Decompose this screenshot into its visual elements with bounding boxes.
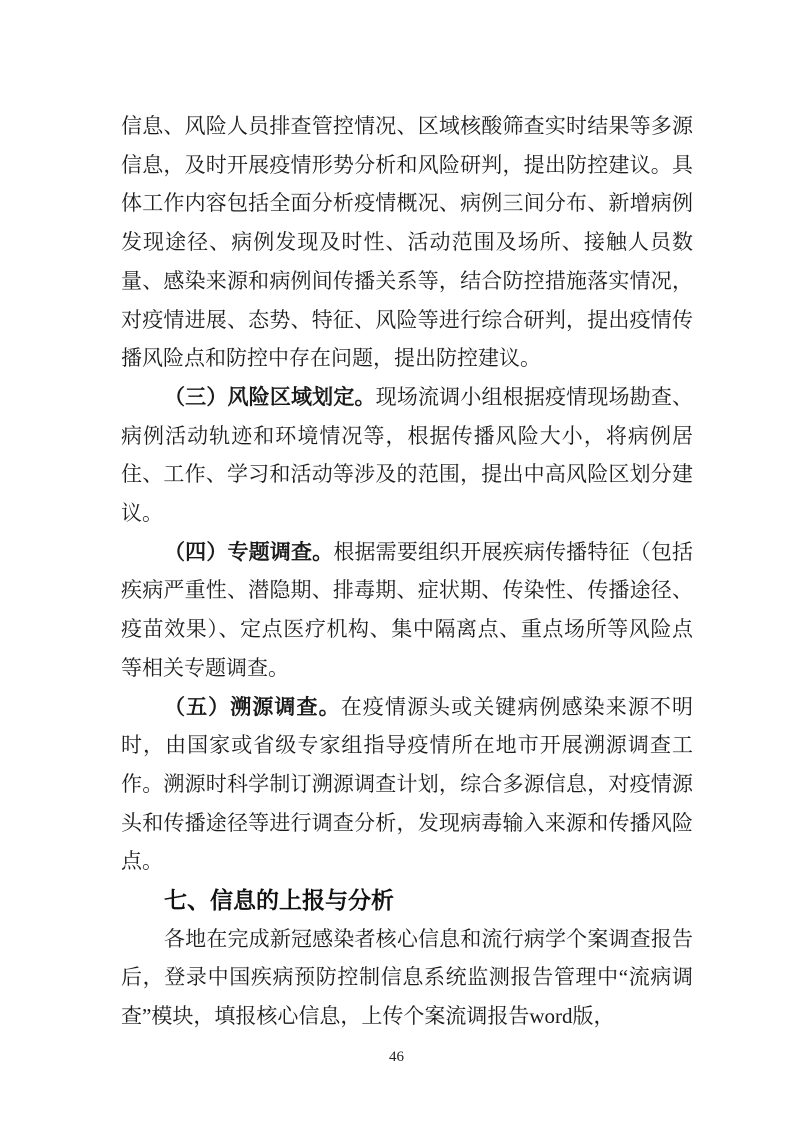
paragraph-lead: （四）专题调查。 [164, 539, 334, 564]
paragraph-tracing-survey [121, 688, 693, 882]
paragraph-text: 各地在完成新冠感染者核心信息和流行病学个案调查报告后，登录中国疾病预防控制信息系统监测报告管理中“流病调查”模块，填报核心信息，上传个案流调报告word版， [121, 926, 693, 1029]
paragraph-reporting [121, 920, 693, 1036]
paragraph-risk-area [121, 378, 693, 533]
paragraph-text: 现场流调小组根据疫情现场勘查、病例活动轨迹和环境情况等，根据传播风险大小，将病例居住、工作、学习和活动等涉及的范围，提出中高风险区划分建议。 [121, 384, 694, 526]
section-heading: 七、信息的上报与分析 [164, 887, 394, 914]
paragraph-continuation [121, 107, 693, 378]
paragraph-text: 在疫情源头或关键病例感染来源不明时，由国家或省级专家组指导疫情所在地市开展溯源调查工作。溯源时科学制订溯源调查计划，综合多源信息，对疫情源头和传播途径等进行调查分析，发现病毒输入来源和传播风险点。 [121, 694, 694, 874]
paragraph-lead: （三）风险区域划定。 [164, 384, 376, 409]
paragraph-special-survey [121, 533, 693, 688]
paragraph-lead: （五）溯源调查。 [164, 694, 341, 719]
paragraph-text: 根据需要组织开展疾病传播特征（包括疾病严重性、潜隐期、排毒期、症状期、传染性、传播途径、疫苗效果）、定点医疗机构、集中隔离点、重点场所等风险点等相关专题调查。 [121, 539, 694, 680]
page-number: 46 [389, 1049, 404, 1065]
document-body [121, 107, 693, 1036]
paragraph-text: 信息、风险人员排查管控情况、区域核酸筛查实时结果等多源信息，及时开展疫情形势分析和风险研判，提出防控建议。具体工作内容包括全面分析疫情概况、病例三间分布、新增病例发现途径、病例发现及时性、活动范围及场所、接触人员数量、感染来源和病例间传播关系等，结合防控措施落实情况，对疫情进展、态势、特征、风险等进行综合研判，提出疫情传播风险点和防控中存在问题，提出防控建议。 [121, 114, 693, 371]
